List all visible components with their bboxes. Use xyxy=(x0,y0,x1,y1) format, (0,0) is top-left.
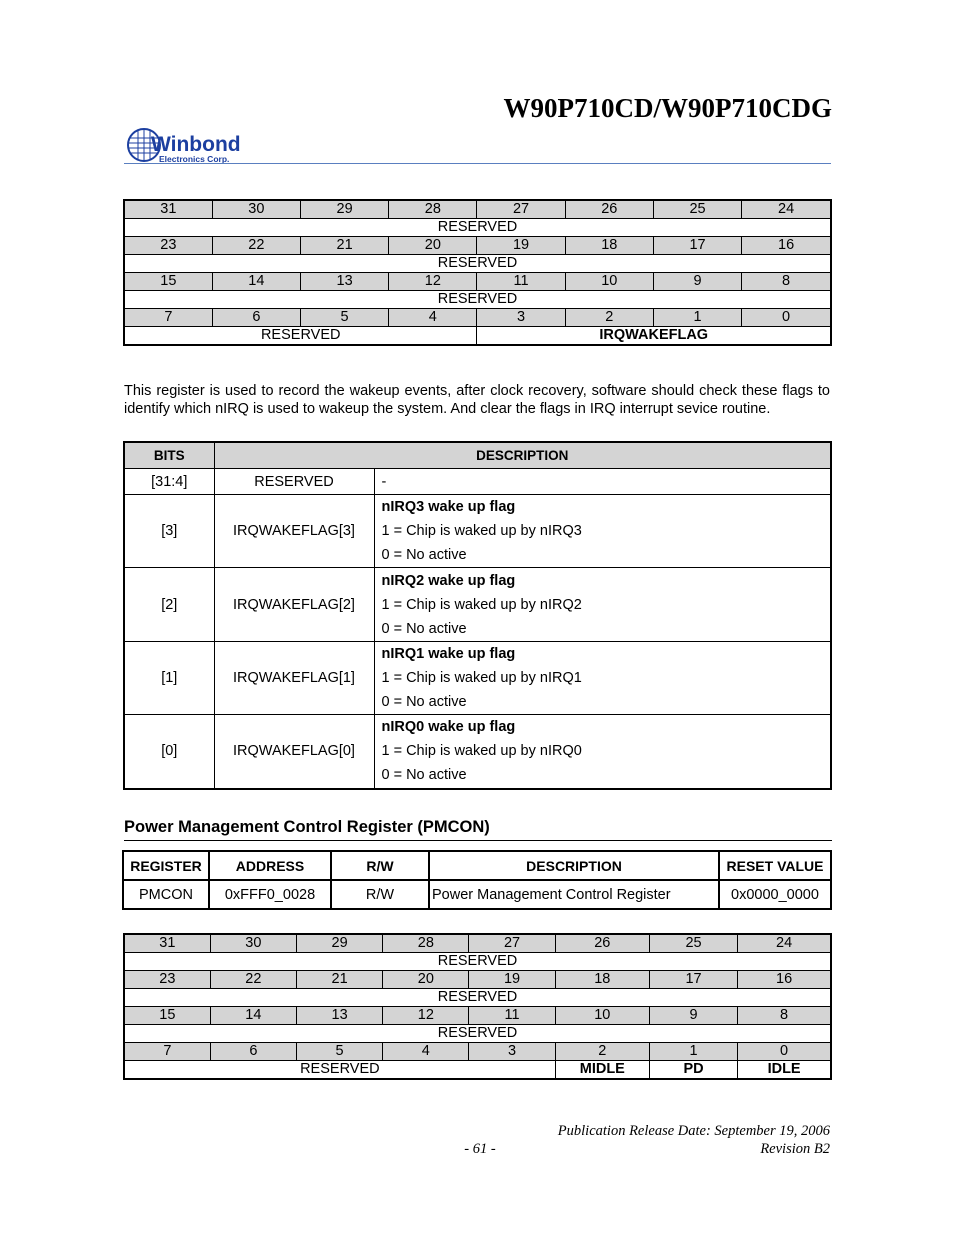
bit-number-cell: 15 xyxy=(124,1007,210,1025)
bit-number-cell: 10 xyxy=(565,273,653,291)
bit-number-cell: 5 xyxy=(296,1043,382,1061)
bits-cell: [1] xyxy=(124,642,214,715)
bit-field-cell: RESERVED xyxy=(124,989,831,1007)
section-rule xyxy=(124,840,832,841)
bit-number-cell: 7 xyxy=(124,309,212,327)
bit-number-cell: 21 xyxy=(296,971,382,989)
bit-number-cell: 1 xyxy=(653,309,741,327)
description-heading: nIRQ0 wake up flag xyxy=(381,719,516,736)
bit-number-cell: 17 xyxy=(649,971,737,989)
bits-cell: [31:4] xyxy=(124,469,214,495)
description-line: 1 = Chip is waked up by nIRQ2 xyxy=(381,596,582,613)
field-name-cell: IRQWAKEFLAG[1] xyxy=(214,642,374,715)
bit-number-cell: 6 xyxy=(212,309,300,327)
winbond-logo xyxy=(127,126,257,166)
bit-number-cell: 31 xyxy=(124,934,210,953)
bit-number-cell: 20 xyxy=(383,971,469,989)
bit-number-cell: 9 xyxy=(649,1007,737,1025)
description-cell xyxy=(374,568,831,642)
bit-number-cell: 23 xyxy=(124,971,210,989)
bit-field-cell: RESERVED xyxy=(124,327,477,346)
irqwakeflag-bit-map-table xyxy=(123,199,832,346)
bit-description-table xyxy=(123,441,832,790)
bit-number-cell: 21 xyxy=(300,237,388,255)
bits-header: BITS xyxy=(124,442,214,469)
bit-number-cell: 4 xyxy=(389,309,477,327)
bit-number-cell: 0 xyxy=(738,1043,831,1061)
bit-number-cell: 11 xyxy=(469,1007,555,1025)
bit-number-cell: 11 xyxy=(477,273,565,291)
bit-number-cell: 29 xyxy=(296,934,382,953)
bit-number-cell: 27 xyxy=(477,200,565,219)
bit-number-cell: 28 xyxy=(389,200,477,219)
bit-field-cell: RESERVED xyxy=(124,219,831,237)
bit-number-cell: 10 xyxy=(555,1007,649,1025)
bit-number-cell: 19 xyxy=(469,971,555,989)
footer-page-number: - 61 - xyxy=(464,1141,496,1157)
bit-number-cell: 14 xyxy=(212,273,300,291)
description-heading: nIRQ1 wake up flag xyxy=(381,646,516,662)
bit-number-cell: 3 xyxy=(469,1043,555,1061)
bit-number-cell: 13 xyxy=(300,273,388,291)
bit-field-cell: RESERVED xyxy=(124,255,831,273)
description-line: 0 = No active xyxy=(381,694,467,710)
bit-number-cell: 8 xyxy=(742,273,831,291)
field-name-cell: IRQWAKEFLAG[2] xyxy=(214,568,374,642)
bit-number-cell: 26 xyxy=(555,934,649,953)
bit-number-cell: 13 xyxy=(296,1007,382,1025)
bit-field-cell: RESERVED xyxy=(124,953,831,971)
header-rule xyxy=(124,163,831,164)
bit-number-cell: 9 xyxy=(653,273,741,291)
bit-number-cell: 22 xyxy=(210,971,296,989)
bit-field-cell: RESERVED xyxy=(124,1025,831,1043)
description-header: DESCRIPTION xyxy=(214,442,831,469)
footer-revision: Revision B2 xyxy=(760,1141,830,1157)
bit-field-cell: PD xyxy=(649,1061,737,1080)
description-line: 0 = No active xyxy=(381,620,467,637)
bit-number-cell: 2 xyxy=(555,1043,649,1061)
bit-number-cell: 27 xyxy=(469,934,555,953)
bit-number-cell: 30 xyxy=(212,200,300,219)
bit-number-cell: 26 xyxy=(565,200,653,219)
bit-number-cell: 28 xyxy=(383,934,469,953)
description-line: 0 = No active xyxy=(381,547,467,563)
bit-number-cell: 16 xyxy=(742,237,831,255)
bits-cell: [3] xyxy=(124,495,214,568)
document-title: W90P710CD/W90P710CDG xyxy=(503,93,832,123)
bit-number-cell: 25 xyxy=(653,200,741,219)
bit-number-cell: 18 xyxy=(565,237,653,255)
bit-number-cell: 29 xyxy=(300,200,388,219)
bit-number-cell: 30 xyxy=(210,934,296,953)
description-line: 1 = Chip is waked up by nIRQ1 xyxy=(381,670,582,686)
bit-number-cell: 16 xyxy=(738,971,831,989)
bit-number-cell: 24 xyxy=(742,200,831,219)
register-description-paragraph: This register is used to record the wakeup events, after clock recovery, software should check these flags to identify which nIRQ is used to wakeup the system. And clear the flags in IRQ interrupt sevice routine. xyxy=(124,383,830,417)
register-summary-table xyxy=(122,850,832,910)
footer-release-date: Publication Release Date: September 19, 2006 xyxy=(557,1123,830,1139)
bit-number-cell: 17 xyxy=(653,237,741,255)
bit-number-cell: 2 xyxy=(565,309,653,327)
description-line: 1 = Chip is waked up by nIRQ3 xyxy=(381,523,582,539)
bit-number-cell: 25 xyxy=(649,934,737,953)
bit-number-cell: 24 xyxy=(738,934,831,953)
register-name-cell: PMCON xyxy=(123,880,209,909)
address-cell: 0xFFF0_0028 xyxy=(209,880,331,909)
bit-number-cell: 19 xyxy=(477,237,565,255)
bits-cell: [2] xyxy=(124,568,214,642)
field-name-cell: IRQWAKEFLAG[3] xyxy=(214,495,374,568)
bit-number-cell: 4 xyxy=(383,1043,469,1061)
description-line: 1 = Chip is waked up by nIRQ0 xyxy=(381,743,582,760)
description-cell xyxy=(374,495,831,568)
reset-value-cell: 0x0000_0000 xyxy=(719,880,831,909)
rw-cell: R/W xyxy=(331,880,429,909)
bit-field-cell: RESERVED xyxy=(124,291,831,309)
bit-number-cell: 12 xyxy=(383,1007,469,1025)
bit-number-cell: 8 xyxy=(738,1007,831,1025)
description-cell xyxy=(374,715,831,789)
bit-number-cell: 12 xyxy=(389,273,477,291)
reset-value-header: RESET VALUE xyxy=(719,851,831,880)
logo-wordmark: Winbond xyxy=(151,133,241,156)
bit-number-cell: 7 xyxy=(124,1043,210,1061)
bit-number-cell: 15 xyxy=(124,273,212,291)
bit-number-cell: 3 xyxy=(477,309,565,327)
bit-number-cell: 20 xyxy=(389,237,477,255)
bit-number-cell: 0 xyxy=(742,309,831,327)
bit-number-cell: 1 xyxy=(649,1043,737,1061)
field-name-cell: IRQWAKEFLAG[0] xyxy=(214,715,374,789)
bit-field-cell: MIDLE xyxy=(555,1061,649,1080)
bit-field-cell: IRQWAKEFLAG xyxy=(477,327,831,346)
field-name-cell: RESERVED xyxy=(214,469,374,495)
bit-number-cell: 18 xyxy=(555,971,649,989)
description-header: DESCRIPTION xyxy=(429,851,719,880)
logo-subtext: Electronics Corp. xyxy=(159,154,230,164)
bit-number-cell: 31 xyxy=(124,200,212,219)
description-line: 0 = No active xyxy=(381,767,467,784)
bit-field-cell: RESERVED xyxy=(124,1061,555,1080)
rw-header: R/W xyxy=(331,851,429,880)
register-header: REGISTER xyxy=(123,851,209,880)
section-title: Power Management Control Register (PMCON) xyxy=(124,818,490,836)
bit-number-cell: 22 xyxy=(212,237,300,255)
bit-number-cell: 23 xyxy=(124,237,212,255)
bit-number-cell: 5 xyxy=(300,309,388,327)
address-header: ADDRESS xyxy=(209,851,331,880)
bits-cell: [0] xyxy=(124,715,214,789)
bit-field-cell: IDLE xyxy=(738,1061,831,1080)
description-line: - xyxy=(374,469,831,495)
bit-number-cell: 6 xyxy=(210,1043,296,1061)
pmcon-bit-map-table xyxy=(123,933,832,1080)
description-heading: nIRQ2 wake up flag xyxy=(381,572,516,589)
description-cell: Power Management Control Register xyxy=(429,880,719,909)
description-heading: nIRQ3 wake up flag xyxy=(381,499,516,515)
description-cell xyxy=(374,642,831,715)
bit-number-cell: 14 xyxy=(210,1007,296,1025)
